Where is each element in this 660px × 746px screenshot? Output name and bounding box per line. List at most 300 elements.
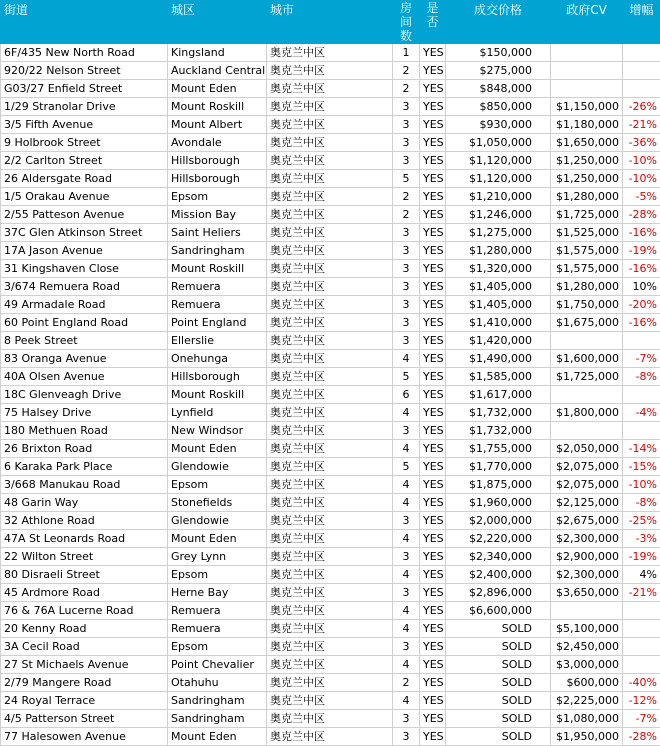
- cell-beds[interactable]: 3: [393, 242, 420, 260]
- cell-yes[interactable]: YES: [420, 62, 446, 80]
- cell-street[interactable]: 47A St Leonards Road: [1, 530, 168, 548]
- cell-suburb[interactable]: Mount Eden: [168, 728, 267, 746]
- cell-beds[interactable]: 3: [393, 116, 420, 134]
- cell-city[interactable]: 奥克兰中区: [267, 728, 393, 746]
- cell-yes[interactable]: YES: [420, 44, 446, 62]
- cell-change[interactable]: [623, 638, 660, 656]
- cell-beds[interactable]: 5: [393, 458, 420, 476]
- cell-change[interactable]: 10%: [623, 278, 660, 296]
- cell-city[interactable]: 奥克兰中区: [267, 692, 393, 710]
- cell-yes[interactable]: YES: [420, 278, 446, 296]
- cell-street[interactable]: 37C Glen Atkinson Street: [1, 224, 168, 242]
- cell-change[interactable]: -8%: [623, 368, 660, 386]
- cell-street[interactable]: 32 Athlone Road: [1, 512, 168, 530]
- cell-suburb[interactable]: Mount Albert: [168, 116, 267, 134]
- cell-beds[interactable]: 3: [393, 260, 420, 278]
- cell-change[interactable]: -26%: [623, 98, 660, 116]
- cell-change[interactable]: -4%: [623, 404, 660, 422]
- cell-price[interactable]: $850,000: [446, 98, 551, 116]
- cell-cv[interactable]: $2,075,000: [551, 458, 623, 476]
- cell-street[interactable]: 40A Olsen Avenue: [1, 368, 168, 386]
- cell-price[interactable]: $1,405,000: [446, 296, 551, 314]
- cell-suburb[interactable]: New Windsor: [168, 422, 267, 440]
- cell-suburb[interactable]: Sandringham: [168, 692, 267, 710]
- cell-city[interactable]: 奥克兰中区: [267, 602, 393, 620]
- cell-street[interactable]: 80 Disraeli Street: [1, 566, 168, 584]
- cell-change[interactable]: -21%: [623, 116, 660, 134]
- cell-street[interactable]: 49 Armadale Road: [1, 296, 168, 314]
- cell-price[interactable]: $848,000: [446, 80, 551, 98]
- cell-suburb[interactable]: Point Chevalier: [168, 656, 267, 674]
- header-yes[interactable]: 是否: [420, 1, 446, 44]
- cell-beds[interactable]: 2: [393, 188, 420, 206]
- cell-change[interactable]: -7%: [623, 710, 660, 728]
- cell-change[interactable]: -5%: [623, 188, 660, 206]
- cell-suburb[interactable]: Point England: [168, 314, 267, 332]
- cell-yes[interactable]: YES: [420, 188, 446, 206]
- cell-cv[interactable]: [551, 602, 623, 620]
- cell-suburb[interactable]: Epsom: [168, 188, 267, 206]
- cell-street[interactable]: 2/2 Carlton Street: [1, 152, 168, 170]
- cell-cv[interactable]: $5,100,000: [551, 620, 623, 638]
- cell-beds[interactable]: 3: [393, 710, 420, 728]
- cell-street[interactable]: 48 Garin Way: [1, 494, 168, 512]
- cell-change[interactable]: [623, 656, 660, 674]
- cell-change[interactable]: [623, 44, 660, 62]
- cell-city[interactable]: 奥克兰中区: [267, 260, 393, 278]
- cell-city[interactable]: 奥克兰中区: [267, 350, 393, 368]
- cell-cv[interactable]: $2,675,000: [551, 512, 623, 530]
- cell-street[interactable]: 3/674 Remuera Road: [1, 278, 168, 296]
- cell-city[interactable]: 奥克兰中区: [267, 188, 393, 206]
- cell-street[interactable]: 18C Glenveagh Drive: [1, 386, 168, 404]
- cell-change[interactable]: -19%: [623, 242, 660, 260]
- cell-suburb[interactable]: Epsom: [168, 476, 267, 494]
- cell-beds[interactable]: 5: [393, 170, 420, 188]
- cell-cv[interactable]: $1,080,000: [551, 710, 623, 728]
- cell-suburb[interactable]: Mount Roskill: [168, 260, 267, 278]
- cell-city[interactable]: 奥克兰中区: [267, 62, 393, 80]
- header-suburb[interactable]: 城区: [168, 1, 267, 44]
- cell-yes[interactable]: YES: [420, 116, 446, 134]
- cell-yes[interactable]: YES: [420, 404, 446, 422]
- cell-cv[interactable]: $1,525,000: [551, 224, 623, 242]
- cell-yes[interactable]: YES: [420, 530, 446, 548]
- cell-suburb[interactable]: Mount Eden: [168, 440, 267, 458]
- cell-beds[interactable]: 4: [393, 404, 420, 422]
- cell-street[interactable]: 1/5 Orakau Avenue: [1, 188, 168, 206]
- cell-street[interactable]: 83 Oranga Avenue: [1, 350, 168, 368]
- cell-suburb[interactable]: Stonefields: [168, 494, 267, 512]
- cell-city[interactable]: 奥克兰中区: [267, 530, 393, 548]
- cell-yes[interactable]: YES: [420, 620, 446, 638]
- cell-suburb[interactable]: Remuera: [168, 278, 267, 296]
- cell-price[interactable]: $150,000: [446, 44, 551, 62]
- cell-beds[interactable]: 4: [393, 692, 420, 710]
- cell-cv[interactable]: $1,600,000: [551, 350, 623, 368]
- cell-cv[interactable]: $1,575,000: [551, 242, 623, 260]
- cell-beds[interactable]: 2: [393, 80, 420, 98]
- cell-suburb[interactable]: Remuera: [168, 296, 267, 314]
- cell-street[interactable]: 8 Peek Street: [1, 332, 168, 350]
- cell-suburb[interactable]: Kingsland: [168, 44, 267, 62]
- header-city[interactable]: 城市: [267, 1, 393, 44]
- cell-price[interactable]: $2,400,000: [446, 566, 551, 584]
- cell-suburb[interactable]: Sandringham: [168, 710, 267, 728]
- cell-beds[interactable]: 4: [393, 656, 420, 674]
- cell-change[interactable]: -36%: [623, 134, 660, 152]
- cell-change[interactable]: [623, 620, 660, 638]
- cell-change[interactable]: -20%: [623, 296, 660, 314]
- cell-cv[interactable]: $3,650,000: [551, 584, 623, 602]
- cell-beds[interactable]: 3: [393, 296, 420, 314]
- cell-cv[interactable]: $1,250,000: [551, 170, 623, 188]
- cell-beds[interactable]: 3: [393, 512, 420, 530]
- cell-city[interactable]: 奥克兰中区: [267, 584, 393, 602]
- cell-change[interactable]: -14%: [623, 440, 660, 458]
- cell-yes[interactable]: YES: [420, 584, 446, 602]
- cell-price[interactable]: $2,896,000: [446, 584, 551, 602]
- cell-city[interactable]: 奥克兰中区: [267, 170, 393, 188]
- cell-yes[interactable]: YES: [420, 512, 446, 530]
- header-street[interactable]: 街道: [1, 1, 168, 44]
- cell-beds[interactable]: 1: [393, 44, 420, 62]
- cell-beds[interactable]: 6: [393, 386, 420, 404]
- cell-change[interactable]: -3%: [623, 530, 660, 548]
- cell-yes[interactable]: YES: [420, 152, 446, 170]
- cell-yes[interactable]: YES: [420, 314, 446, 332]
- cell-suburb[interactable]: Herne Bay: [168, 584, 267, 602]
- cell-yes[interactable]: YES: [420, 422, 446, 440]
- cell-street[interactable]: 3/668 Manukau Road: [1, 476, 168, 494]
- cell-price[interactable]: $1,120,000: [446, 152, 551, 170]
- cell-yes[interactable]: YES: [420, 350, 446, 368]
- cell-suburb[interactable]: Otahuhu: [168, 674, 267, 692]
- cell-change[interactable]: -10%: [623, 152, 660, 170]
- cell-city[interactable]: 奥克兰中区: [267, 332, 393, 350]
- cell-city[interactable]: 奥克兰中区: [267, 296, 393, 314]
- cell-suburb[interactable]: Remuera: [168, 620, 267, 638]
- header-change[interactable]: 增幅: [623, 1, 660, 44]
- cell-price[interactable]: $2,220,000: [446, 530, 551, 548]
- cell-change[interactable]: -15%: [623, 458, 660, 476]
- cell-cv[interactable]: $1,150,000: [551, 98, 623, 116]
- cell-price[interactable]: $1,405,000: [446, 278, 551, 296]
- cell-city[interactable]: 奥克兰中区: [267, 638, 393, 656]
- cell-yes[interactable]: YES: [420, 458, 446, 476]
- cell-street[interactable]: 45 Ardmore Road: [1, 584, 168, 602]
- cell-cv[interactable]: $2,225,000: [551, 692, 623, 710]
- cell-beds[interactable]: 4: [393, 602, 420, 620]
- cell-suburb[interactable]: Onehunga: [168, 350, 267, 368]
- cell-beds[interactable]: 2: [393, 674, 420, 692]
- cell-price[interactable]: $1,585,000: [446, 368, 551, 386]
- cell-yes[interactable]: YES: [420, 368, 446, 386]
- cell-price[interactable]: SOLD: [446, 674, 551, 692]
- header-beds[interactable]: 房间数: [393, 1, 420, 44]
- cell-yes[interactable]: YES: [420, 548, 446, 566]
- cell-price[interactable]: $1,280,000: [446, 242, 551, 260]
- cell-beds[interactable]: 4: [393, 620, 420, 638]
- cell-suburb[interactable]: Sandringham: [168, 242, 267, 260]
- cell-city[interactable]: 奥克兰中区: [267, 80, 393, 98]
- cell-yes[interactable]: YES: [420, 242, 446, 260]
- cell-street[interactable]: 27 St Michaels Avenue: [1, 656, 168, 674]
- cell-price[interactable]: $1,120,000: [446, 170, 551, 188]
- cell-yes[interactable]: YES: [420, 476, 446, 494]
- cell-price[interactable]: $1,770,000: [446, 458, 551, 476]
- cell-beds[interactable]: 3: [393, 98, 420, 116]
- cell-yes[interactable]: YES: [420, 692, 446, 710]
- cell-cv[interactable]: $2,075,000: [551, 476, 623, 494]
- cell-street[interactable]: 6F/435 New North Road: [1, 44, 168, 62]
- cell-street[interactable]: 1/29 Stranolar Drive: [1, 98, 168, 116]
- cell-city[interactable]: 奥克兰中区: [267, 620, 393, 638]
- cell-price[interactable]: $6,600,000: [446, 602, 551, 620]
- cell-city[interactable]: 奥克兰中区: [267, 656, 393, 674]
- cell-yes[interactable]: YES: [420, 296, 446, 314]
- cell-yes[interactable]: YES: [420, 494, 446, 512]
- cell-city[interactable]: 奥克兰中区: [267, 314, 393, 332]
- cell-street[interactable]: 20 Kenny Road: [1, 620, 168, 638]
- cell-street[interactable]: 76 & 76A Lucerne Road: [1, 602, 168, 620]
- cell-price[interactable]: $1,246,000: [446, 206, 551, 224]
- cell-suburb[interactable]: Glendowie: [168, 512, 267, 530]
- header-cv[interactable]: 政府CV: [551, 1, 623, 44]
- cell-cv[interactable]: [551, 62, 623, 80]
- cell-yes[interactable]: YES: [420, 170, 446, 188]
- cell-street[interactable]: 180 Methuen Road: [1, 422, 168, 440]
- cell-beds[interactable]: 3: [393, 278, 420, 296]
- cell-suburb[interactable]: Epsom: [168, 566, 267, 584]
- cell-change[interactable]: -12%: [623, 692, 660, 710]
- cell-price[interactable]: $1,732,000: [446, 422, 551, 440]
- cell-beds[interactable]: 4: [393, 350, 420, 368]
- cell-cv[interactable]: $2,300,000: [551, 530, 623, 548]
- cell-suburb[interactable]: Epsom: [168, 638, 267, 656]
- cell-cv[interactable]: $1,725,000: [551, 368, 623, 386]
- cell-suburb[interactable]: Mount Eden: [168, 80, 267, 98]
- cell-beds[interactable]: 3: [393, 332, 420, 350]
- cell-price[interactable]: $2,340,000: [446, 548, 551, 566]
- cell-change[interactable]: -16%: [623, 260, 660, 278]
- cell-price[interactable]: SOLD: [446, 710, 551, 728]
- cell-beds[interactable]: 3: [393, 638, 420, 656]
- cell-suburb[interactable]: Glendowie: [168, 458, 267, 476]
- cell-change[interactable]: -8%: [623, 494, 660, 512]
- cell-cv[interactable]: $2,900,000: [551, 548, 623, 566]
- cell-beds[interactable]: 4: [393, 440, 420, 458]
- cell-price[interactable]: $1,732,000: [446, 404, 551, 422]
- cell-price[interactable]: $1,275,000: [446, 224, 551, 242]
- cell-price[interactable]: $1,050,000: [446, 134, 551, 152]
- cell-street[interactable]: 3A Cecil Road: [1, 638, 168, 656]
- cell-suburb[interactable]: Grey Lynn: [168, 548, 267, 566]
- cell-cv[interactable]: $1,750,000: [551, 296, 623, 314]
- cell-city[interactable]: 奥克兰中区: [267, 278, 393, 296]
- cell-change[interactable]: -25%: [623, 512, 660, 530]
- cell-suburb[interactable]: Lynfield: [168, 404, 267, 422]
- header-price[interactable]: 成交价格: [446, 1, 551, 44]
- cell-cv[interactable]: [551, 386, 623, 404]
- cell-cv[interactable]: $1,180,000: [551, 116, 623, 134]
- cell-change[interactable]: -16%: [623, 314, 660, 332]
- cell-cv[interactable]: $1,725,000: [551, 206, 623, 224]
- cell-street[interactable]: 26 Brixton Road: [1, 440, 168, 458]
- cell-suburb[interactable]: Mission Bay: [168, 206, 267, 224]
- cell-price[interactable]: $1,755,000: [446, 440, 551, 458]
- cell-change[interactable]: -19%: [623, 548, 660, 566]
- cell-street[interactable]: 26 Aldersgate Road: [1, 170, 168, 188]
- cell-suburb[interactable]: Hillsborough: [168, 368, 267, 386]
- cell-cv[interactable]: $2,450,000: [551, 638, 623, 656]
- cell-change[interactable]: [623, 332, 660, 350]
- cell-beds[interactable]: 3: [393, 584, 420, 602]
- cell-street[interactable]: 6 Karaka Park Place: [1, 458, 168, 476]
- cell-price[interactable]: $930,000: [446, 116, 551, 134]
- cell-price[interactable]: SOLD: [446, 638, 551, 656]
- cell-suburb[interactable]: Hillsborough: [168, 152, 267, 170]
- cell-change[interactable]: [623, 386, 660, 404]
- cell-price[interactable]: SOLD: [446, 728, 551, 746]
- cell-street[interactable]: 22 Wilton Street: [1, 548, 168, 566]
- cell-cv[interactable]: $1,650,000: [551, 134, 623, 152]
- cell-suburb[interactable]: Hillsborough: [168, 170, 267, 188]
- cell-yes[interactable]: YES: [420, 440, 446, 458]
- cell-price[interactable]: $1,490,000: [446, 350, 551, 368]
- cell-yes[interactable]: YES: [420, 638, 446, 656]
- cell-change[interactable]: -7%: [623, 350, 660, 368]
- cell-cv[interactable]: $1,280,000: [551, 188, 623, 206]
- cell-cv[interactable]: $600,000: [551, 674, 623, 692]
- cell-change[interactable]: -40%: [623, 674, 660, 692]
- cell-street[interactable]: 75 Halsey Drive: [1, 404, 168, 422]
- cell-street[interactable]: 9 Holbrook Street: [1, 134, 168, 152]
- cell-price[interactable]: $1,410,000: [446, 314, 551, 332]
- cell-beds[interactable]: 5: [393, 368, 420, 386]
- cell-street[interactable]: 2/55 Patteson Avenue: [1, 206, 168, 224]
- cell-cv[interactable]: $1,575,000: [551, 260, 623, 278]
- cell-city[interactable]: 奥克兰中区: [267, 206, 393, 224]
- cell-yes[interactable]: YES: [420, 206, 446, 224]
- cell-city[interactable]: 奥克兰中区: [267, 134, 393, 152]
- cell-suburb[interactable]: Ellerslie: [168, 332, 267, 350]
- cell-yes[interactable]: YES: [420, 80, 446, 98]
- cell-street[interactable]: 60 Point England Road: [1, 314, 168, 332]
- cell-change[interactable]: [623, 62, 660, 80]
- cell-city[interactable]: 奥克兰中区: [267, 386, 393, 404]
- cell-yes[interactable]: YES: [420, 134, 446, 152]
- cell-cv[interactable]: $2,300,000: [551, 566, 623, 584]
- cell-cv[interactable]: $3,000,000: [551, 656, 623, 674]
- cell-beds[interactable]: 4: [393, 476, 420, 494]
- cell-price[interactable]: $1,617,000: [446, 386, 551, 404]
- cell-change[interactable]: [623, 422, 660, 440]
- cell-change[interactable]: -10%: [623, 476, 660, 494]
- cell-street[interactable]: 3/5 Fifth Avenue: [1, 116, 168, 134]
- cell-price[interactable]: $1,320,000: [446, 260, 551, 278]
- cell-beds[interactable]: 4: [393, 566, 420, 584]
- cell-cv[interactable]: [551, 80, 623, 98]
- cell-street[interactable]: 31 Kingshaven Close: [1, 260, 168, 278]
- cell-city[interactable]: 奥克兰中区: [267, 494, 393, 512]
- cell-beds[interactable]: 4: [393, 494, 420, 512]
- cell-beds[interactable]: 3: [393, 134, 420, 152]
- cell-suburb[interactable]: Mount Eden: [168, 530, 267, 548]
- cell-city[interactable]: 奥克兰中区: [267, 242, 393, 260]
- cell-street[interactable]: G03/27 Enfield Street: [1, 80, 168, 98]
- cell-street[interactable]: 920/22 Nelson Street: [1, 62, 168, 80]
- cell-cv[interactable]: $1,675,000: [551, 314, 623, 332]
- cell-yes[interactable]: YES: [420, 710, 446, 728]
- cell-city[interactable]: 奥克兰中区: [267, 548, 393, 566]
- cell-change[interactable]: [623, 602, 660, 620]
- cell-city[interactable]: 奥克兰中区: [267, 566, 393, 584]
- cell-street[interactable]: 24 Royal Terrace: [1, 692, 168, 710]
- cell-price[interactable]: SOLD: [446, 656, 551, 674]
- cell-city[interactable]: 奥克兰中区: [267, 512, 393, 530]
- cell-price[interactable]: SOLD: [446, 692, 551, 710]
- cell-price[interactable]: $275,000: [446, 62, 551, 80]
- cell-beds[interactable]: 4: [393, 530, 420, 548]
- cell-street[interactable]: 2/79 Mangere Road: [1, 674, 168, 692]
- cell-price[interactable]: $1,210,000: [446, 188, 551, 206]
- cell-change[interactable]: -10%: [623, 170, 660, 188]
- cell-change[interactable]: -28%: [623, 728, 660, 746]
- cell-cv[interactable]: $2,050,000: [551, 440, 623, 458]
- cell-beds[interactable]: 3: [393, 548, 420, 566]
- cell-beds[interactable]: 3: [393, 224, 420, 242]
- cell-beds[interactable]: 3: [393, 314, 420, 332]
- cell-city[interactable]: 奥克兰中区: [267, 98, 393, 116]
- cell-beds[interactable]: 3: [393, 422, 420, 440]
- cell-yes[interactable]: YES: [420, 224, 446, 242]
- cell-price[interactable]: $1,420,000: [446, 332, 551, 350]
- cell-suburb[interactable]: Saint Heliers: [168, 224, 267, 242]
- cell-beds[interactable]: 3: [393, 728, 420, 746]
- cell-city[interactable]: 奥克兰中区: [267, 44, 393, 62]
- cell-change[interactable]: -28%: [623, 206, 660, 224]
- cell-cv[interactable]: [551, 332, 623, 350]
- cell-yes[interactable]: YES: [420, 566, 446, 584]
- cell-yes[interactable]: YES: [420, 656, 446, 674]
- cell-price[interactable]: $1,960,000: [446, 494, 551, 512]
- cell-beds[interactable]: 2: [393, 62, 420, 80]
- cell-city[interactable]: 奥克兰中区: [267, 152, 393, 170]
- cell-price[interactable]: $1,875,000: [446, 476, 551, 494]
- cell-cv[interactable]: [551, 422, 623, 440]
- cell-change[interactable]: 4%: [623, 566, 660, 584]
- cell-suburb[interactable]: Remuera: [168, 602, 267, 620]
- cell-city[interactable]: 奥克兰中区: [267, 674, 393, 692]
- cell-yes[interactable]: YES: [420, 98, 446, 116]
- cell-street[interactable]: 17A Jason Avenue: [1, 242, 168, 260]
- cell-suburb[interactable]: Avondale: [168, 134, 267, 152]
- cell-cv[interactable]: $2,125,000: [551, 494, 623, 512]
- cell-city[interactable]: 奥克兰中区: [267, 224, 393, 242]
- cell-yes[interactable]: YES: [420, 386, 446, 404]
- cell-yes[interactable]: YES: [420, 602, 446, 620]
- cell-yes[interactable]: YES: [420, 260, 446, 278]
- cell-price[interactable]: SOLD: [446, 620, 551, 638]
- cell-change[interactable]: -16%: [623, 224, 660, 242]
- cell-change[interactable]: -21%: [623, 584, 660, 602]
- cell-city[interactable]: 奥克兰中区: [267, 404, 393, 422]
- cell-city[interactable]: 奥克兰中区: [267, 710, 393, 728]
- cell-street[interactable]: 77 Halesowen Avenue: [1, 728, 168, 746]
- cell-cv[interactable]: $1,250,000: [551, 152, 623, 170]
- cell-city[interactable]: 奥克兰中区: [267, 422, 393, 440]
